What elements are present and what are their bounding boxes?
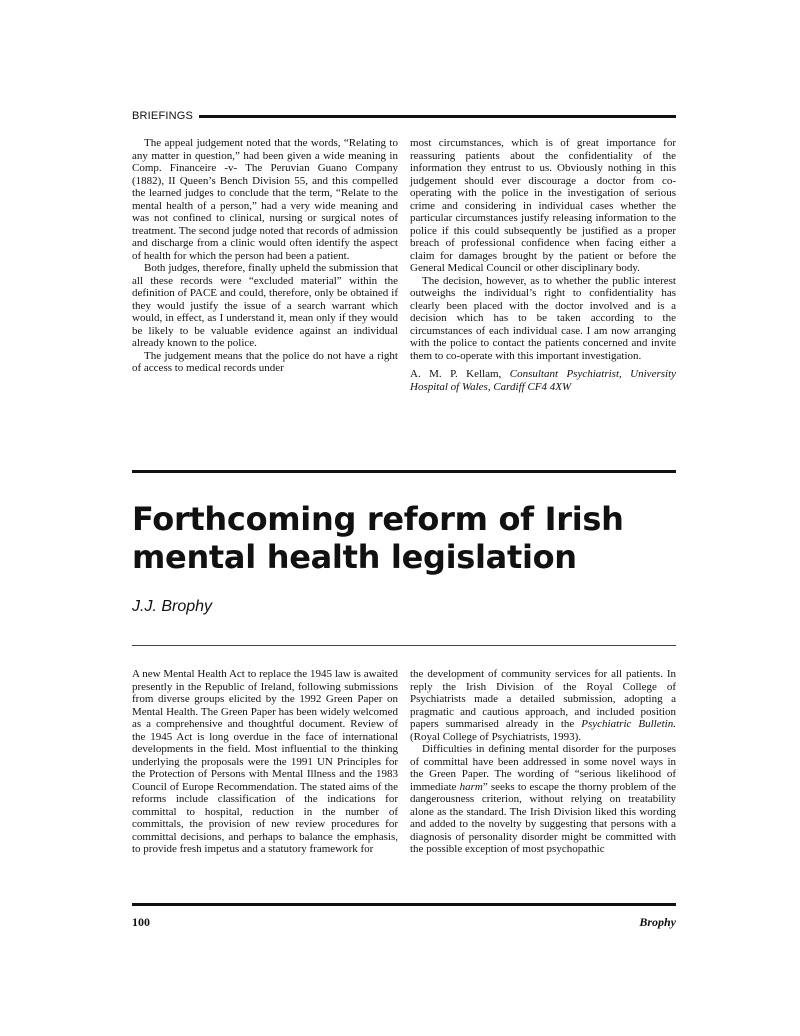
letter-paragraph: The appeal judgement noted that the words, “Relating to any matter in question,” had been given a wide meaning in Comp. Financeire -v- The Peruvian Guano Company (1882), II Queen’s Bench Division 55, and this compelled the learned judges to conclude that the term, “Relate to the mental health of a person,” had a very wide meaning and was not confined to clinical, nursing or surgical notes of treatment. The second judge noted that records of admission and discharge from a clinic would often identify the aspect of health for which the person had been a patient. — [132, 137, 398, 262]
emphasis-harm: harm — [459, 780, 483, 793]
letter-paragraph: The decision, however, as to whether the public interest outweighs the individual’s right to confidentiality has clearly been placed with the doctor involved and is a decision which has to be taken according to the circumstances of each individual case. I am now arranging with the police to contact the patients concerned and invite them to co-operate with this important investigation. — [410, 274, 676, 362]
section-divider — [132, 470, 676, 473]
letter-paragraph: The judgement means that the police do not have a right of access to medical records under — [132, 349, 398, 374]
article-paragraph: the development of community services for all patients. In reply the Irish Division of the Royal College of Psychiatrists made a detailed submission, adopting a pragmatic and cautious approach, and included position papers summarised already in the Psychiatric Bulletin. (Royal College of Psychiatrists, 1993). — [410, 668, 676, 743]
signature-name: A. M. P. Kellam, — [410, 368, 502, 380]
signature-affiliation: Consultant Psychiatrist, University Hospital of Wales, Cardiff CF4 4XW — [410, 368, 677, 393]
running-header — [132, 108, 676, 124]
byline-divider — [132, 645, 676, 646]
article-paragraph: Difficulties in defining mental disorder for the purposes of committal have been addressed in some novel ways in the Green Paper. The wording of “serious likelihood of immediate harm” seeks to escape the thorny problem of the dangerousness criterion, without relying on treatability alone as the standard. The Irish Division liked this wording and added to the novelty by suggesting that persons with a diagnosis of personality disorder might be committed with the possible exception of most psychopathic — [410, 743, 676, 855]
running-head-label: BRIEFINGS — [132, 110, 194, 122]
letter-paragraph: Both judges, therefore, finally upheld the submission that all these records were “excluded material” within the definition of PACE and could, therefore, only be obtained if they would justify the issue of a search warrant which would, in effect, as I understand it, mean only if they would be likely to be valuable evidence against an individual already known to the police. — [132, 262, 398, 349]
letter-column-right — [410, 137, 676, 393]
article-title: Forthcoming reform of Irish mental health legislation — [132, 500, 624, 576]
article-column-left — [132, 668, 398, 856]
page — [132, 0, 676, 1036]
journal-name: Psychiatric Bulletin. — [581, 718, 676, 730]
footer-author: Brophy — [639, 915, 676, 929]
running-head-rule — [199, 115, 676, 118]
article-paragraph: A new Mental Health Act to replace the 1945 law is awaited presently in the Republic of Ireland, following submissions from diverse groups elicited by the 1992 Green Paper on Mental Health. The Green Paper has been widely welcomed as a comprehensive and thoughtful document. Review of the 1945 Act is long overdue in the face of international developments in the field. Most influential to the thinking underlying the proposals were the 1991 UN Principles for the Protection of Persons with Mental Illness and the 1983 Council of Europe Recommendation. The stated aims of the reforms include classification of the indications for committal to hospital, reduction in the number of committals, the provision of new review procedures for committal decisions, and perhaps to balance the emphasis, to provide fresh impetus and a statutory framework for — [132, 668, 398, 855]
letter-paragraph: most circumstances, which is of great importance for reassuring patients about the confidentiality of the information they entrust to us. Obviously nothing in this judgement should ever discourage a doctor from co-operating with the police in the investigation of serious crime and considering in individual cases whether the particular circumstances justify releasing information to the police if this could subsequently be justified as a proper breach of professional confidence when facing either a claim for damages brought by the patient or before the General Medical Council or other disciplinary body. — [410, 137, 676, 274]
page-number: 100 — [132, 915, 150, 929]
footer-rule — [132, 903, 676, 906]
letter-column-left — [132, 137, 398, 375]
article-column-right — [410, 668, 676, 856]
article-author: J.J. Brophy — [132, 598, 213, 615]
letter-signature — [410, 368, 676, 393]
